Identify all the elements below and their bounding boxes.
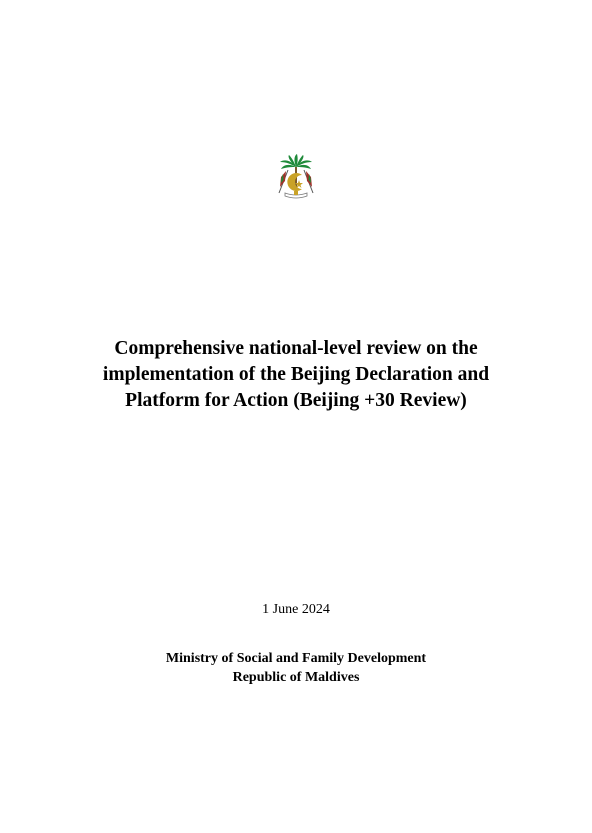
organization-country: Republic of Maldives bbox=[232, 670, 360, 685]
title-line: Platform for Action (Beijing +30 Review) bbox=[125, 390, 467, 411]
organization-name: Ministry of Social and Family Development bbox=[165, 651, 427, 666]
issuing-organization bbox=[0, 649, 592, 687]
maldives-state-emblem-icon bbox=[271, 153, 321, 203]
document-date: 1 June 2024 bbox=[262, 602, 330, 617]
title-line: Comprehensive national-level review on the bbox=[114, 338, 478, 359]
document-title bbox=[40, 336, 552, 414]
title-line: implementation of the Beijing Declaration and bbox=[102, 364, 490, 385]
